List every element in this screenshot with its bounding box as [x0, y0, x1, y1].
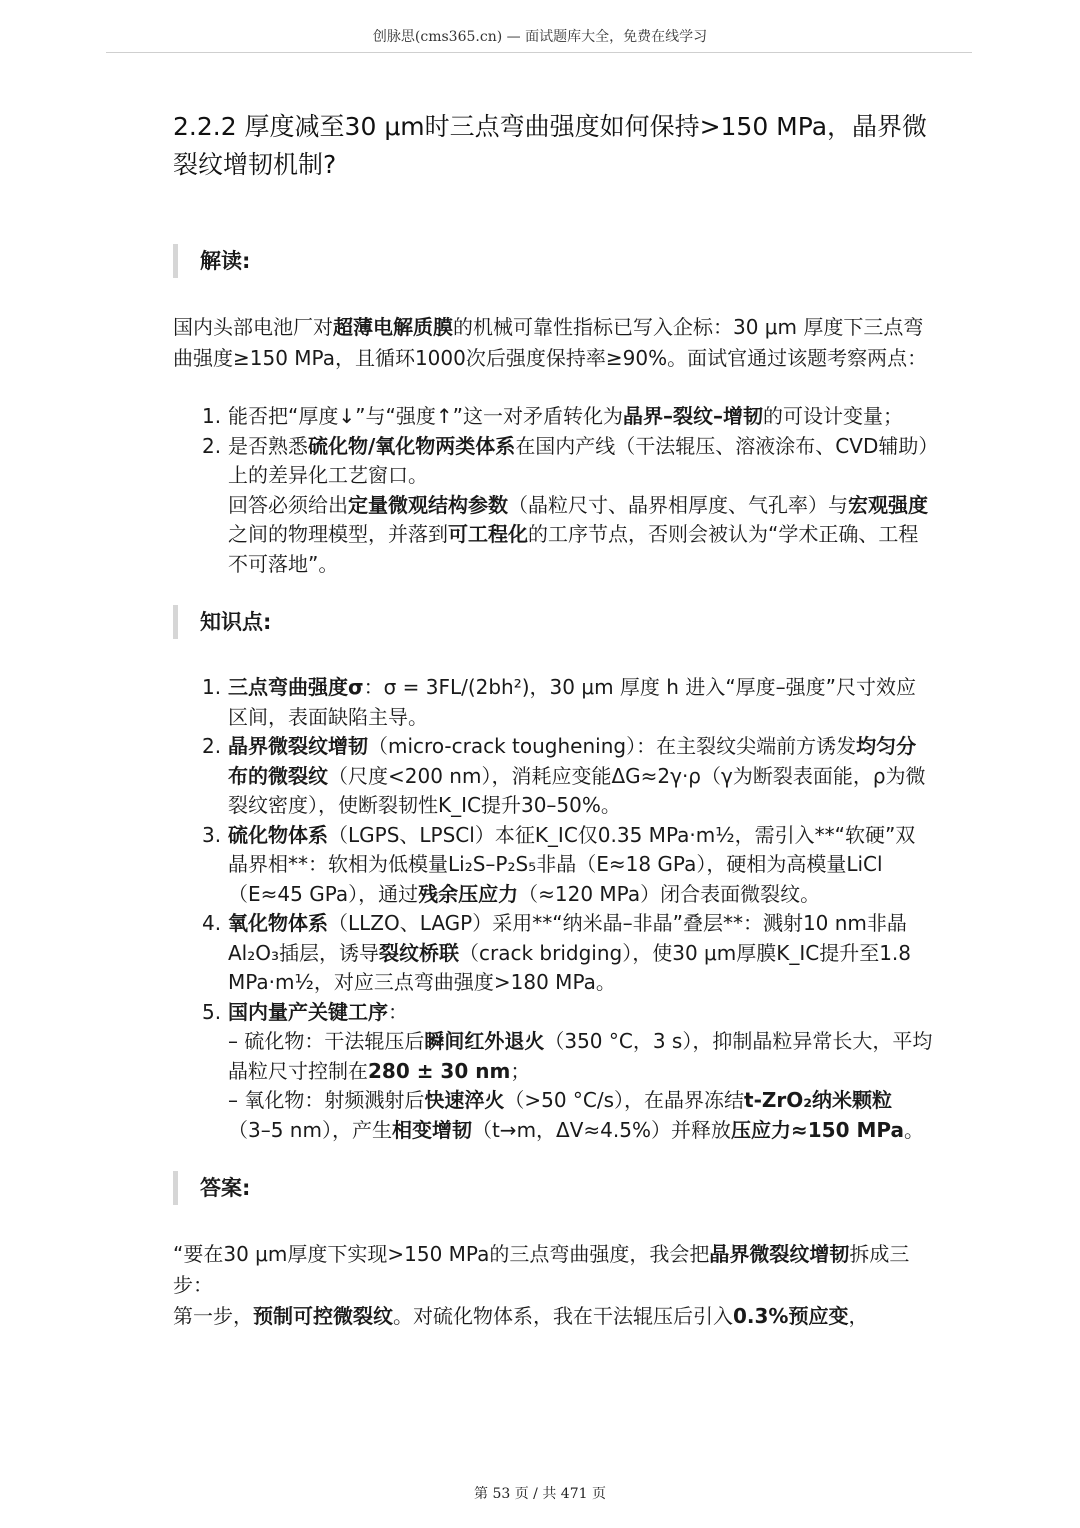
process-oxide: – 氧化物：射频溅射后快速淬火（>50 °C/s），在晶界冻结t-ZrO₂纳米颗粒（3–5 nm），产生相变增韧（t→m，ΔV≈4.5%）并释放压应力≈150 MPa。: [228, 1088, 924, 1142]
list-item-note: 回答必须给出定量微观结构参数（晶粒尺寸、晶界相厚度、气孔率）与宏观强度之间的物理模型，并落到可工程化的工序节点，否则会被认为“学术正确、工程不可落地”。: [228, 492, 928, 576]
list-item: 4. 氧化物体系（LLZO、LAGP）采用**“纳米晶–非晶”叠层**：溅射10 nm非晶Al₂O₃插层，诱导裂纹桥联（crack bridging），使30 μm厚膜K_IC提升至1.8 MPa·m½，对应三点弯曲强度>180 MPa。: [202, 911, 912, 994]
header-divider: [106, 52, 972, 53]
zhishi-list: [173, 673, 933, 1145]
section-heading-jiedu: 解读:: [173, 244, 933, 278]
page-header: 创脉思(cms365.cn) — 面试题库大全，免费在线学习: [372, 29, 708, 45]
jiedu-intro: 国内头部电池厂对超薄电解质膜的机械可靠性指标已写入企标：30 μm 厚度下三点弯曲强度≥150 MPa，且循环1000次后强度保持率≥90%。面试官通过该题考察两点：: [173, 315, 928, 370]
section-heading-daan: 答案:: [173, 1171, 933, 1205]
answer-paragraph-1: “要在30 μm厚度下实现>150 MPa的三点弯曲强度，我会把晶界微裂纹增韧拆成三步：: [173, 1242, 910, 1297]
process-sulfide: – 硫化物：干法辊压后瞬间红外退火（350 °C，3 s），抑制晶粒异常长大，平均晶粒尺寸控制在280 ± 30 nm；: [228, 1029, 933, 1083]
answer-paragraph-2: 第一步，预制可控微裂纹。对硫化物体系，我在干法辊压后引入0.3%预应变，: [173, 1304, 869, 1328]
section-heading-zhishi: 知识点:: [173, 605, 933, 639]
page-footer: 第 53 页 / 共 471 页: [474, 1486, 606, 1502]
jiedu-list: [173, 402, 933, 579]
list-item: 1. 能否把“厚度↓”与“强度↑”这一对矛盾转化为晶界–裂纹–增韧的可设计变量；: [202, 404, 903, 428]
list-item: 2. 晶界微裂纹增韧（micro-crack toughening）：在主裂纹尖端前方诱发均匀分布的微裂纹（尺度<200 nm），消耗应变能ΔG≈2γ·ρ（γ为断裂表面能，ρ为微裂纹密度），使断裂韧性K_IC提升30–50%。: [202, 734, 926, 817]
list-item: 5. 国内量产关键工序： – 硫化物：干法辊压后瞬间红外退火（350 °C，3 s），抑制晶粒异常长大，平均晶粒尺寸控制在280 ± 30 nm； – 氧化物：射频溅射后快速淬火（>50 °C/s），在晶界冻结t-ZrO₂纳米颗粒（3–5 nm），产生相变增韧（t→m，ΔV≈4.5%）并释放压应力≈150 MPa。: [228, 998, 933, 1146]
list-item: 1. 三点弯曲强度σ：σ = 3FL/(2bh²)，30 μm 厚度 h 进入“厚度–强度”尺寸效应区间，表面缺陷主导。: [202, 675, 917, 729]
question-title: 2.2.2 厚度减至30 μm时三点弯曲强度如何保持>150 MPa，晶界微裂纹增韧机制?: [173, 112, 928, 179]
list-item: 2. 是否熟悉硫化物/氧化物两类体系在国内产线（干法辊压、溶液涂布、CVD辅助）上的差异化工艺窗口。 回答必须给出定量微观结构参数（晶粒尺寸、晶界相厚度、气孔率）与宏观强度之间的物理模型，并落到可工程化的工序节点，否则会被认为“学术正确、工程不可落地”。: [228, 432, 933, 580]
list-item: 3. 硫化物体系（LGPS、LPSCl）本征K_IC仅0.35 MPa·m½，需引入**“软硬”双晶界相**：软相为低模量Li₂S–P₂S₅非晶（E≈18 GPa），硬相为高模量LiCl（E≈45 GPa），通过残余压应力（≈120 MPa）闭合表面微裂纹。: [202, 822, 916, 906]
document-body: [173, 108, 933, 1332]
